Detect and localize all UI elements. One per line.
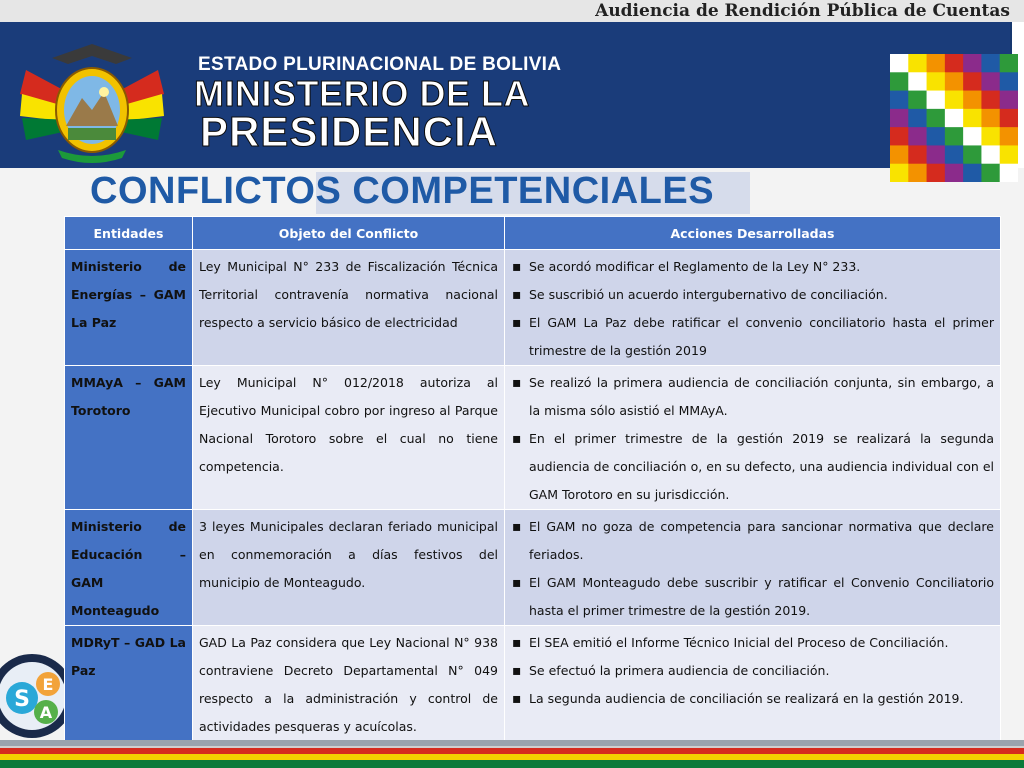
wiphala-square <box>1000 127 1018 146</box>
wiphala-square <box>963 109 982 128</box>
wiphala-square <box>963 72 982 91</box>
wiphala-square <box>1000 54 1018 73</box>
action-item: ▪ El GAM no goza de competencia para sancionar normativa que declare feriados. <box>511 513 994 569</box>
top-bar <box>0 0 1024 22</box>
conflicts-table <box>64 216 1001 742</box>
wiphala-square <box>908 127 927 146</box>
action-item: ▪ El GAM La Paz debe ratificar el convenio conciliatorio hasta el primer trimestre de la gestión 2019 <box>511 309 994 365</box>
wiphala-square <box>927 91 946 110</box>
wiphala-square <box>927 109 946 128</box>
wiphala-square <box>981 109 1000 128</box>
action-item: ▪ Se realizó la primera audiencia de conciliación conjunta, sin embargo, a la misma sólo asistió el MMAyA. <box>511 369 994 425</box>
table-row <box>65 250 1001 366</box>
wiphala-square <box>981 145 1000 164</box>
wiphala-square <box>963 54 982 73</box>
column-header-object: Objeto del Conflicto <box>193 217 505 250</box>
actions-list <box>511 253 994 365</box>
coat-of-arms-icon <box>12 30 172 166</box>
wiphala-square <box>981 91 1000 110</box>
logo-letter-a: A <box>39 703 53 722</box>
ministry-banner <box>0 22 1024 168</box>
table-row <box>65 626 1001 742</box>
actions-cell <box>505 510 1001 626</box>
wiphala-square <box>927 54 946 73</box>
wiphala-square <box>1000 72 1018 91</box>
page-title: CONFLICTOS COMPETENCIALES <box>90 170 715 212</box>
wiphala-square <box>963 145 982 164</box>
wiphala-square <box>945 72 964 91</box>
action-item: ▪ El GAM Monteagudo debe suscribir y ratificar el Convenio Conciliatorio hasta el primer trimestre de la gestión 2019. <box>511 569 994 625</box>
section-heading <box>0 168 1024 214</box>
wiphala-square <box>981 72 1000 91</box>
column-header-actions: Acciones Desarrolladas <box>505 217 1001 250</box>
wiphala-square <box>908 91 927 110</box>
object-cell: GAD La Paz considera que Ley Nacional N° 938 contraviene Decreto Departamental N° 049 respecto a la administración y control de actividades pesqueras y acuícolas. <box>193 626 505 742</box>
entity-cell: Ministerio de Educación – GAM Monteagudo <box>65 510 193 626</box>
actions-list <box>511 513 994 625</box>
entity-cell: Ministerio de Energías – GAM La Paz <box>65 250 193 366</box>
wiphala-square <box>890 72 909 91</box>
wiphala-square <box>1000 91 1018 110</box>
banner-presidency-line: PRESIDENCIA <box>200 108 499 155</box>
wiphala-square <box>945 145 964 164</box>
wiphala-square <box>908 145 927 164</box>
table-row <box>65 366 1001 510</box>
wiphala-square <box>945 91 964 110</box>
actions-list <box>511 629 994 713</box>
wiphala-square <box>908 72 927 91</box>
wiphala-square <box>890 54 909 73</box>
wiphala-square <box>963 91 982 110</box>
bottom-decor-band <box>0 740 1024 768</box>
object-cell: 3 leyes Municipales declaran feriado municipal en conmemoración a días festivos del municipio de Monteagudo. <box>193 510 505 626</box>
actions-cell <box>505 626 1001 742</box>
table-row <box>65 510 1001 626</box>
wiphala-square <box>945 54 964 73</box>
wiphala-square <box>945 109 964 128</box>
logo-letter-e: E <box>42 675 54 694</box>
banner-ministry-line: MINISTERIO DE LA <box>194 73 531 114</box>
logo-letter-s: S <box>14 687 30 712</box>
actions-cell <box>505 250 1001 366</box>
wiphala-flag-icon <box>890 54 1018 182</box>
wiphala-square <box>963 127 982 146</box>
report-title: Audiencia de Rendición Pública de Cuentas <box>595 1 1010 21</box>
action-item: ▪ Se acordó modificar el Reglamento de la Ley N° 233. <box>511 253 994 281</box>
wiphala-square <box>890 109 909 128</box>
actions-cell <box>505 366 1001 510</box>
sea-logo-icon <box>0 652 64 740</box>
wiphala-square <box>945 127 964 146</box>
wiphala-square <box>890 91 909 110</box>
wiphala-square <box>908 109 927 128</box>
wiphala-square <box>927 127 946 146</box>
object-cell: Ley Municipal N° 233 de Fiscalización Técnica Territorial contravenía normativa nacional respecto a servicio básico de electricidad <box>193 250 505 366</box>
actions-list <box>511 369 994 509</box>
action-item: ▪ Se efectuó la primera audiencia de conciliación. <box>511 657 994 685</box>
wiphala-square <box>981 54 1000 73</box>
action-item: ▪ En el primer trimestre de la gestión 2019 se realizará la segunda audiencia de conciliación o, en su defecto, una audiencia individual con el GAM Torotoro en su jurisdicción. <box>511 425 994 509</box>
entity-cell: MDRyT – GAD La Paz <box>65 626 193 742</box>
wiphala-square <box>890 145 909 164</box>
column-header-entities: Entidades <box>65 217 193 250</box>
wiphala-square <box>890 127 909 146</box>
table-header-row <box>65 217 1001 250</box>
action-item: ▪ Se suscribió un acuerdo intergubernativo de conciliación. <box>511 281 994 309</box>
entity-cell: MMAyA – GAM Torotoro <box>65 366 193 510</box>
wiphala-square <box>927 72 946 91</box>
wiphala-square <box>908 54 927 73</box>
wiphala-square <box>1000 145 1018 164</box>
action-item: ▪ La segunda audiencia de conciliación se realizará en la gestión 2019. <box>511 685 994 713</box>
wiphala-square <box>1000 109 1018 128</box>
action-item: ▪ El SEA emitió el Informe Técnico Inicial del Proceso de Conciliación. <box>511 629 994 657</box>
wiphala-square <box>981 127 1000 146</box>
banner-state-name: ESTADO PLURINACIONAL DE BOLIVIA <box>198 54 562 75</box>
wiphala-square <box>927 145 946 164</box>
object-cell: Ley Municipal N° 012/2018 autoriza al Ejecutivo Municipal cobro por ingreso al Parque Nacional Torotoro sobre el cual no tiene competencia. <box>193 366 505 510</box>
